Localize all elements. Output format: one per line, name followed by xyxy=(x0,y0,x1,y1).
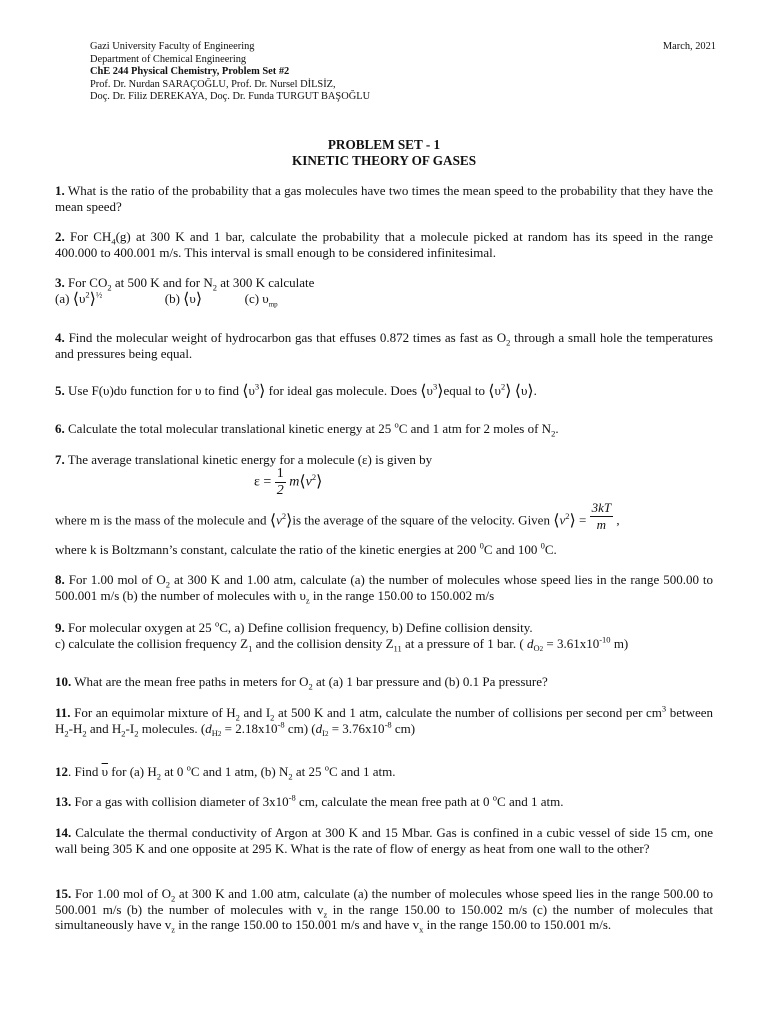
header-instructors-2: Doç. Dr. Filiz DEREKAYA, Doç. Dr. Funda TURGUT BAŞOĞLU xyxy=(90,91,371,103)
part-c-label: (c) xyxy=(244,290,260,306)
question-7-end: where k is Boltzmann’s constant, calculate the ratio of the kinetic energies at 200 $^0$C and 100 $^0$C. xyxy=(55,540,557,557)
question-4: 4. Find the molecular weight of hydrocarbon gas that effuses 0.872 times as fast as $O_2$ through a small hole the temperatures and pressures being equal. xyxy=(55,330,713,361)
question-15: 15. For 1.00 mol of $O_2$ at 300 K and 1.00 atm, calculate (a) the number of molecules whose speed lies in the range 500.00 to 500.001 m/s (b) the number of molecules with $v_z$ in the range 150.00 to 150.002 m/s (c) the number of molecules that simultaneously have $v_z$ in the range 150.00 to 150.001 m/s and have $v_x$ in the range 150.00 to 150.001 m/s. xyxy=(55,886,714,935)
title-line-1: PROBLEM SET - 1 xyxy=(327,137,441,152)
question-1 xyxy=(55,183,713,214)
question-number: 12 xyxy=(55,764,68,779)
question-2: 2. For $CH_4(g)$ at 300 K and 1 bar, calculate the probability that a molecule picked at random has its speed in the range 400.000 to 400.001 m/s. This interval is small enough to be considered infinitesimal. xyxy=(55,229,713,260)
question-number: 4. xyxy=(55,330,65,345)
question-number: 13. xyxy=(55,794,72,809)
question-number: 7. xyxy=(55,452,65,467)
question-number: 10. xyxy=(55,674,72,689)
question-6: 6. Calculate the total molecular translational kinetic energy at 25 $^o$C and 1 atm for 2 moles of $N_2$. xyxy=(55,419,559,439)
question-number: 11. xyxy=(55,705,71,720)
question-12: 12. Find $\overline{\upsilon}$ for (a) $H_2$ at 0 $^o$C and 1 atm, (b) $N_2$ at 25 $^o$C and 1 atm. xyxy=(55,762,396,782)
header-date: March, 2021 xyxy=(662,41,716,52)
question-7-continued: where m is the mass of the molecule and $⟨v^2⟩is$ the average of the square of the velocity. Given $⟨v^2⟩$ = $\frac{3kT}{m}$ , xyxy=(55,500,620,532)
header-department: Department of Chemical Engineering xyxy=(90,53,247,65)
question-number: 14. xyxy=(55,825,72,840)
header-course: ChE 244 Physical Chemistry, Problem Set #2 xyxy=(90,66,290,78)
header-instructors-1: Prof. Dr. Nurdan SARAÇOĞLU, Prof. Dr. Nursel DİLSİZ, xyxy=(90,78,336,90)
question-13: 13. For a gas with collision diameter of $3x10^{-8}$ cm, calculate the mean free path at 0 $^o$C and 1 atm. xyxy=(55,792,564,809)
kinetic-energy-equation: ε = $\frac{1}{2}$ $m⟨v^2⟩$ xyxy=(254,466,323,498)
question-number: 6. xyxy=(55,421,65,436)
question-number: 15. xyxy=(55,886,72,901)
title-line-2: KINETIC THEORY OF GASES xyxy=(291,153,477,168)
part-b-label: (b) xyxy=(164,290,180,306)
question-3: 3. For $CO_2$ at 500 K and for $N_2$ at 300 K calculate (a) $⟨\upsilon^2⟩^{\frac{1}{2}}$ (b) ⟨υ⟩ (c) $\upsilon_{mp}$ xyxy=(55,275,315,309)
question-number: 5. xyxy=(55,383,65,398)
question-number: 9. xyxy=(55,620,65,635)
header-university: Gazi University Faculty of Engineering xyxy=(90,41,255,52)
question-number: 3. xyxy=(55,275,65,290)
document-header xyxy=(90,41,716,104)
question-9: 9. For molecular oxygen at 25 $^o$C, a) Define collision frequency, b) Define collision density. c) calculate the collision frequency $Z_1$ and the collision density $Z_{11}$ at a pressure of 1 bar. ( $d_{O2} = 3.61x10^{-10}$ m) xyxy=(55,618,629,654)
question-14: 14. Calculate the thermal conductivity of Argon at 300 K and 15 Mbar. Gas is confined in a cubic vessel of side 15 cm, one wall being 305 K and one opposite at 295 K. What is the rate of flow of energy as heat from one wall to the other? xyxy=(55,825,713,856)
question-number: 2. xyxy=(55,229,65,244)
question-11: 11. For an equimolar mixture of $H_2$ and $I_2$ at 500 K and 1 atm, calculate the number of collisions per second per $cm^3$ between $H_2-H_2$ and $H_2-I_2$ molecules. ($d_{H2} = 2.18x10^{-8}$ cm) ($d_{I2} = 3.76x10^{-8}$ cm) xyxy=(55,703,714,739)
question-number: 8. xyxy=(55,572,65,587)
question-8: 8. For 1.00 mol of $O_2$ at 300 K and 1.00 atm, calculate (a) the number of molecules whose speed lies in the range 500.00 to 500.001 m/s (b) the number of molecules with $\upsilon_z$ in the range 150.00 to 150.002 m/s xyxy=(55,572,714,606)
part-a-label: (a) xyxy=(55,290,70,306)
question-7: 7. The average translational kinetic energy for a molecule (ε) is given by xyxy=(55,452,433,467)
question-text: What is the ratio of the probability that a gas molecules have two times the mean speed to the probability that they have the mean speed? xyxy=(55,183,713,214)
question-10: 10. What are the mean free paths in meters for $O_2$ at (a) 1 bar pressure and (b) 0.1 Pa pressure? xyxy=(55,674,548,692)
question-number: 1. xyxy=(55,183,65,198)
question-5: 5. Use F(υ)dυ function for υ to find $⟨\upsilon^3⟩$ for ideal gas molecule. Does $⟨\upsilon^3⟩equal$ to $⟨\upsilon^2⟩$ ⟨υ⟩. xyxy=(55,381,537,400)
